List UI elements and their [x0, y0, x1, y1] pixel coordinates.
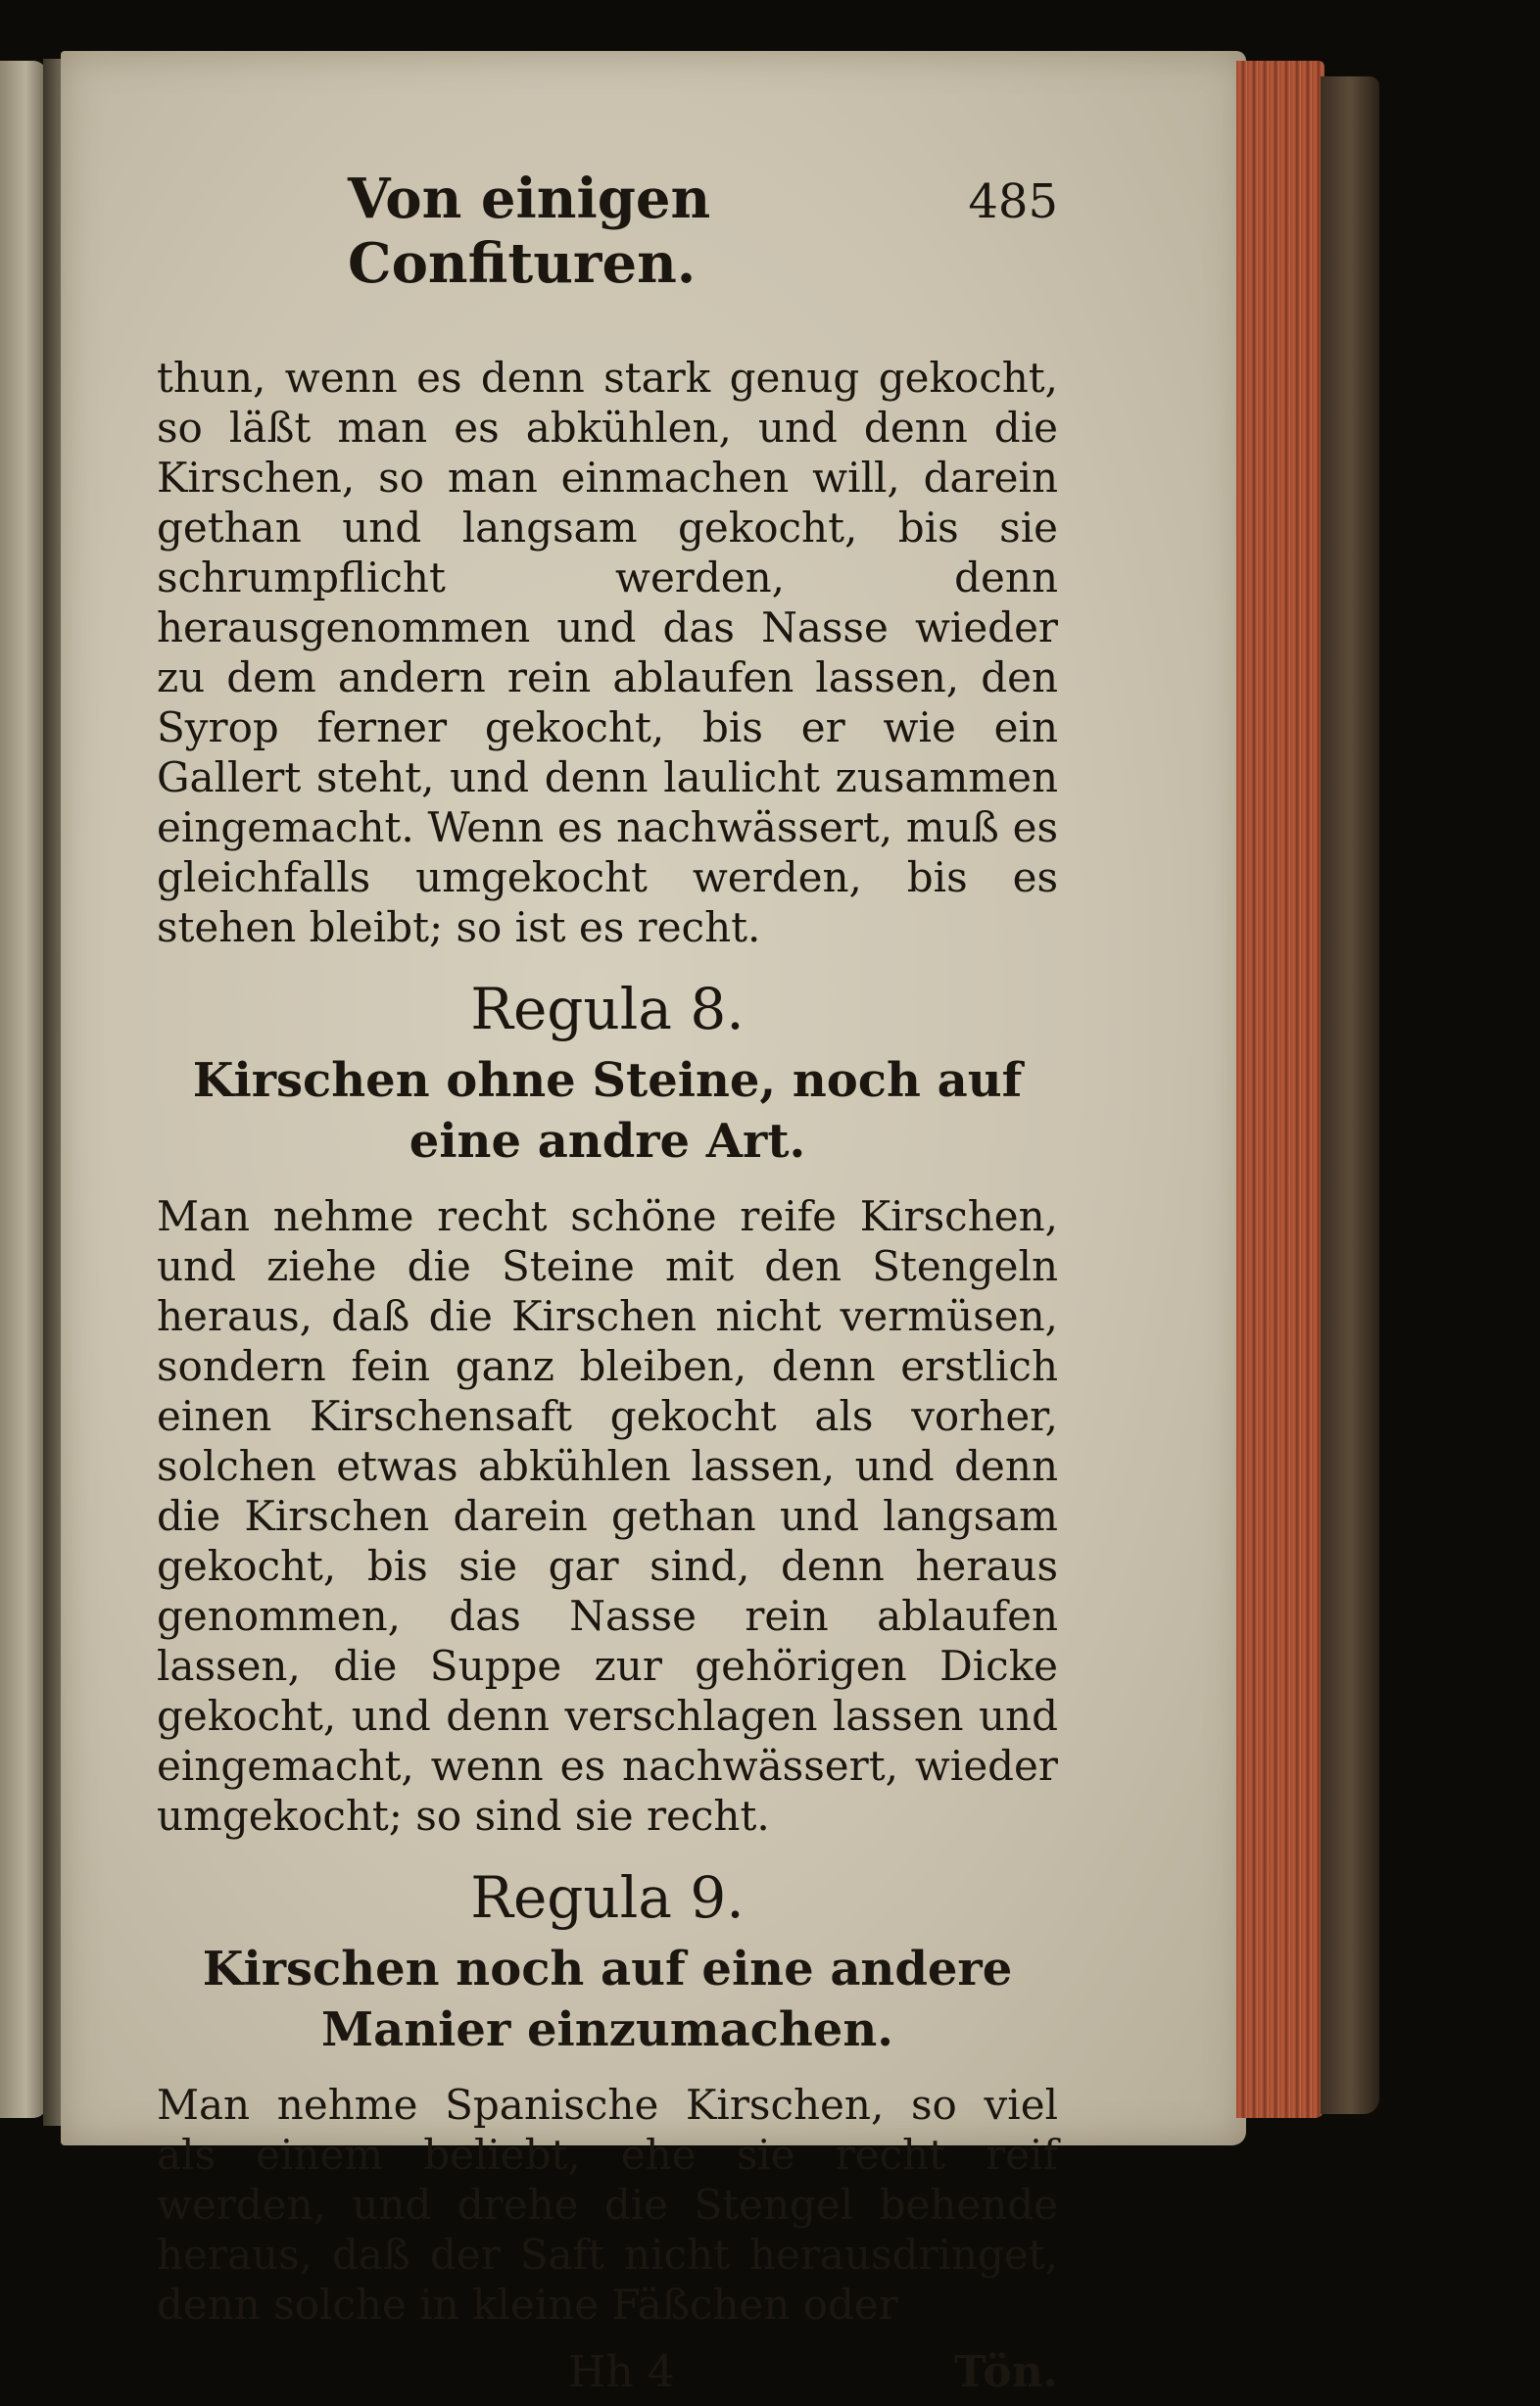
recipe-9-title: Kirschen noch auf eine andere Manier einzumachen.: [202, 1942, 1013, 2057]
paragraph-continuation: thun, wenn es denn stark genug gekocht, so läßt man es abkühlen, und denn die Kirschen, so man einmachen will, darein gethan und langsam gekocht, bis sie schrumpflicht werden, denn herausgenommen und das Nasse wieder zu dem andern rein ablaufen lassen, den Syrop ferner gekocht, bis er wie ein Gallert steht, und denn laulicht zusammen eingemacht. Wenn es nachwässert, muß es gleichfalls umgekocht werden, bis es stehen bleibt; so ist es recht.: [157, 354, 1058, 951]
page-text: [157, 167, 1058, 2406]
left-page-edge: [0, 61, 47, 2118]
book-cover-edge: [1321, 76, 1379, 2114]
regula-8-heading: Regula 8.: [470, 976, 745, 1042]
page-footer: [157, 2347, 1058, 2406]
running-head: [157, 167, 1058, 296]
recipe-8-title: Kirschen ohne Steine, noch auf eine andre Art.: [192, 1053, 1023, 1169]
recipe-8-text: Man nehme recht schöne reife Kirschen, und ziehe die Steine mit den Stengeln heraus, daß die Kirschen nicht vermüsen, sondern fein ganz bleiben, denn erstlich einen Kirschensaft gekocht als vorher, solchen etwas abkühlen lassen, und denn die Kirschen darein gethan und langsam gekocht, bis sie gar sind, denn heraus genommen, das Nasse rein ablaufen lassen, die Suppe zur gehörigen Dicke gekocht, und denn verschlagen lassen und eingemacht, wenn es nachwässert, wieder umgekocht; so sind sie recht.: [157, 1192, 1058, 1840]
catchword: Tön.: [953, 2347, 1058, 2397]
recipe-9-text: Man nehme Spanische Kirschen, so viel als einem beliebt, ehe sie recht reif werden, und drehe die Stengel behende heraus, daß der Saft nicht herausdringet, denn solche in kleine Fäßchen oder: [157, 2081, 1058, 2329]
regula-9-heading: Regula 9.: [470, 1864, 745, 1931]
page-number: 485: [968, 174, 1058, 229]
running-head-title: Von einigen Confituren.: [348, 167, 711, 296]
signature-mark: Hh 4: [568, 2347, 675, 2397]
page-block-red-edge: [1236, 61, 1324, 2118]
